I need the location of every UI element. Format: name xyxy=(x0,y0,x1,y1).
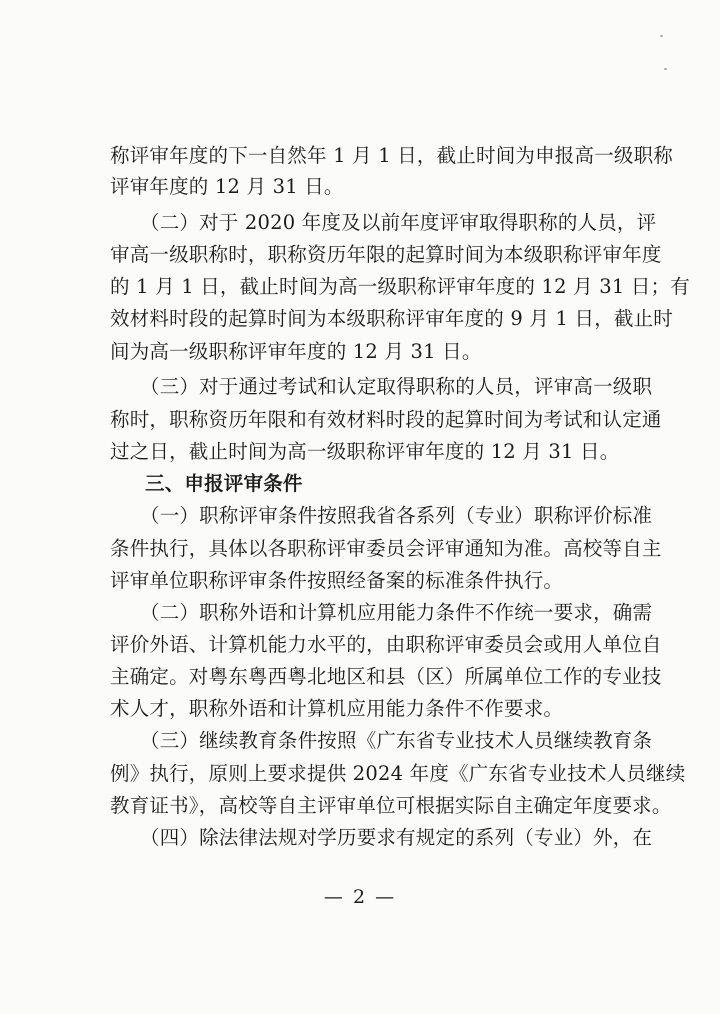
text-line: 教育证书》，高校等自主评审单位可根据实际自主确定年度要求。 xyxy=(110,794,672,817)
text-line: （二）职称外语和计算机应用能力条件不作统一要求，确需 xyxy=(140,601,653,624)
text-line: （三）对于通过考试和认定取得职称的人员，评审高一级职 xyxy=(140,375,653,398)
text-line: 例》执行，原则上要求提供 2024 年度《广东省专业技术人员继续 xyxy=(110,762,686,785)
text-line: 称评审年度的下一自然年 1 月 1 日，截止时间为申报高一级职称 xyxy=(110,144,674,167)
text-line: 评审年度的 12 月 31 日。 xyxy=(110,175,344,198)
text-line: 评价外语、计算机能力水平的，由职称评审委员会或用人单位自 xyxy=(110,633,662,656)
page-number: — 2 — xyxy=(323,886,397,908)
text-line: （四）除法律法规对学历要求有规定的系列（专业）外，在 xyxy=(140,826,653,849)
text-line: 间为高一级职称评审年度的 12 月 31 日。 xyxy=(110,340,482,363)
text-line: 审高一级职称时，职称资历年限的起算时间为本级职称评审年度 xyxy=(110,243,662,266)
text-line: 效材料时段的起算时间为本级职称评审年度的 9 月 1 日，截止时 xyxy=(110,307,674,330)
text-line: 过之日，截止时间为高一级职称评审年度的 12 月 31 日。 xyxy=(110,440,620,463)
text-line: 的 1 月 1 日，截止时间为高一级职称评审年度的 12 月 31 日；有 xyxy=(110,275,690,298)
scan-speck xyxy=(664,68,667,70)
text-line: （三）继续教育条件按照《广东省专业技术人员继续教育条 xyxy=(140,729,653,752)
text-line: 评审单位职称评审条件按照经备案的标准条件执行。 xyxy=(110,569,564,592)
text-line: （二）对于 2020 年度及以前年度评审取得职称的人员，评 xyxy=(140,211,657,234)
text-line: 术人才，职称外语和计算机应用能力条件不作要求。 xyxy=(110,697,564,720)
text-line: 称时，职称资历年限和有效材料时段的起算时间为考试和认定通 xyxy=(110,408,662,431)
scan-speck xyxy=(660,35,663,37)
text-line: 条件执行，具体以各职称评审委员会评审通知为准。高校等自主 xyxy=(110,537,662,560)
text-line: （一）职称评审条件按照我省各系列（专业）职称评价标准 xyxy=(140,504,653,527)
section-heading: 三、申报评审条件 xyxy=(145,472,303,495)
text-line: 主确定。对粤东粤西粤北地区和县（区）所属单位工作的专业技 xyxy=(110,665,662,688)
